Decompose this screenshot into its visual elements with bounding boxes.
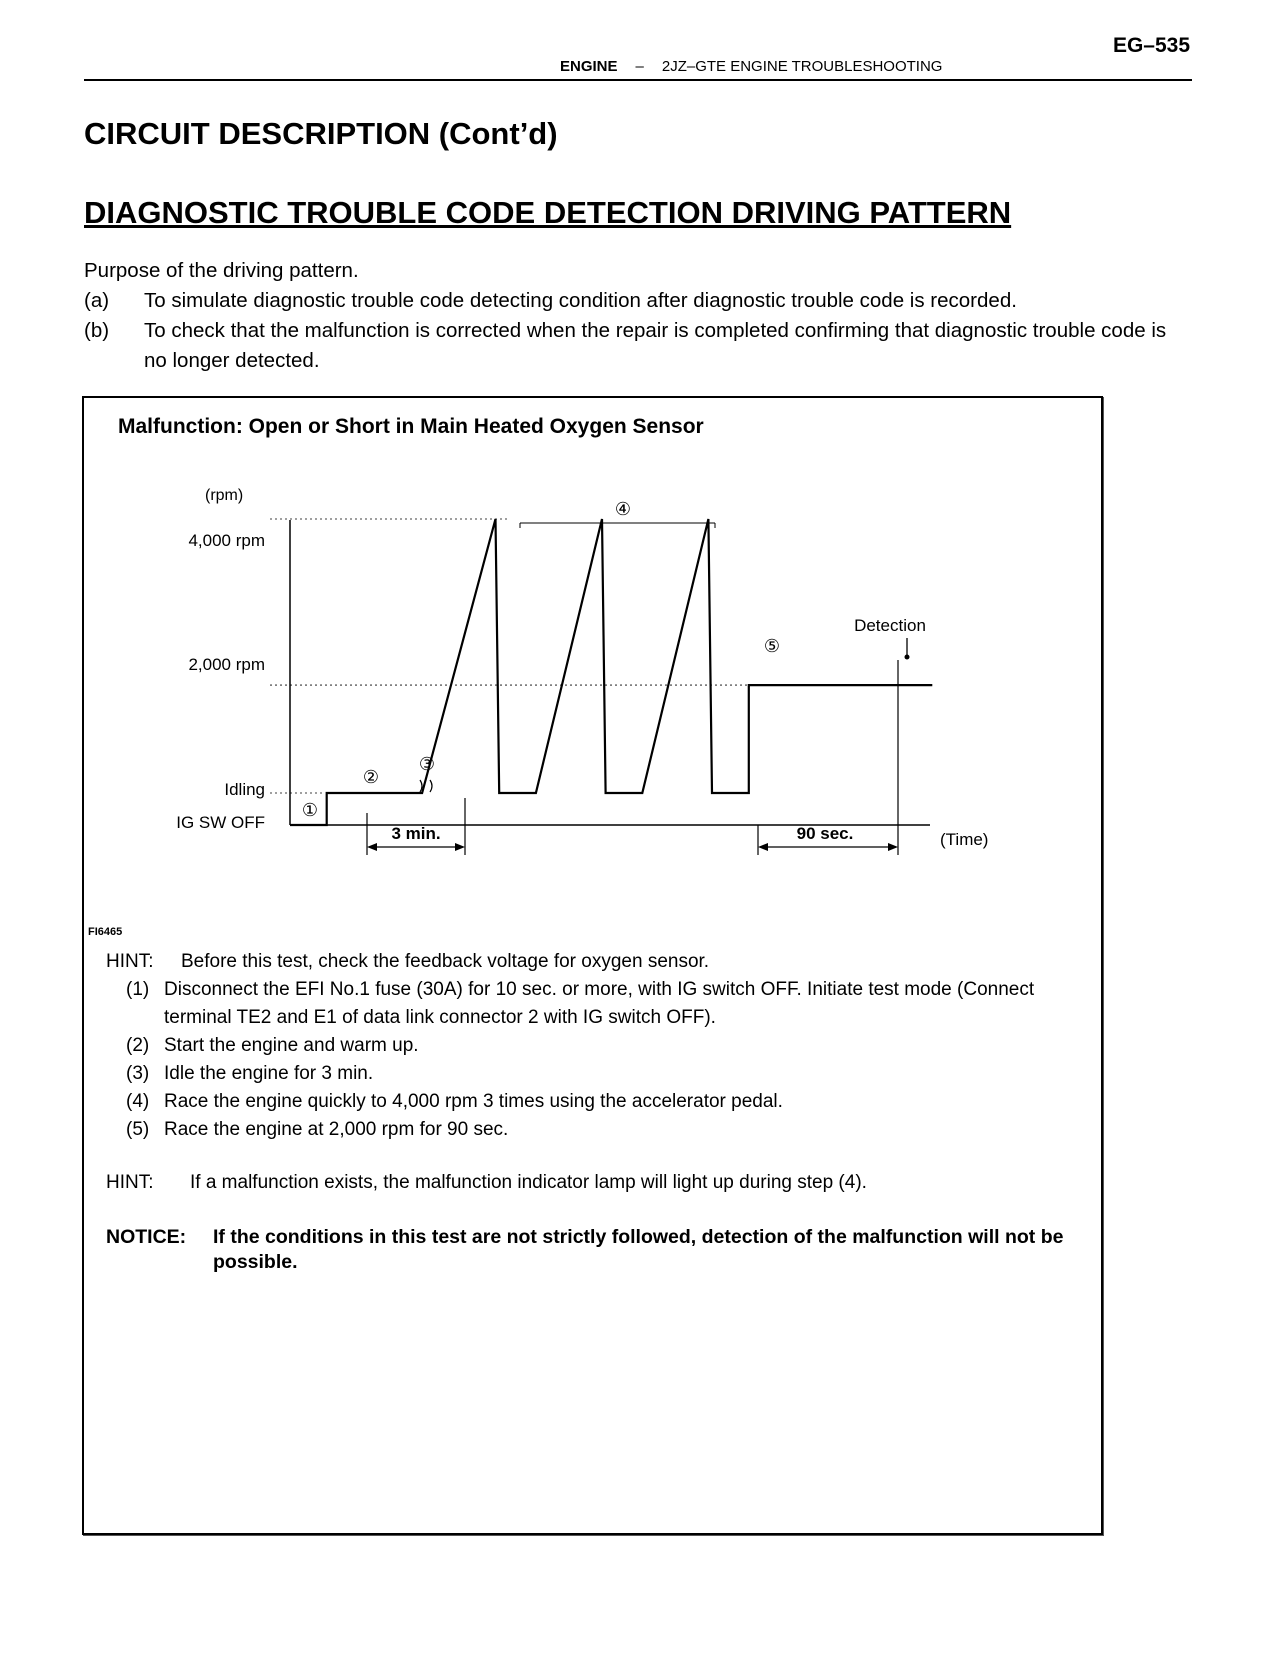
y-level-label: Idling [224, 780, 265, 799]
purpose-item-label: (a) [84, 289, 110, 312]
page-number: EG–535 [1112, 34, 1190, 57]
running-header [560, 58, 942, 75]
notice [106, 1225, 1066, 1275]
driving-pattern-chart [150, 480, 1030, 880]
header-separator: – [635, 58, 644, 75]
detection-label: Detection [854, 616, 926, 635]
purpose-intro: Purpose of the driving pattern. [84, 259, 359, 282]
arrowhead [455, 843, 465, 851]
hint-text: Before this test, check the feedback voltage for oxygen sensor. [181, 951, 710, 972]
hint-label: HINT: [106, 1172, 154, 1193]
step-marker: ⑤ [763, 636, 781, 656]
hint-2 [106, 1169, 867, 1197]
step-marker: ④ [614, 499, 632, 519]
step-marker: ② [362, 767, 380, 787]
arrowhead [758, 843, 768, 851]
detection-point [905, 655, 910, 660]
guide-lines [270, 519, 890, 793]
arrowhead [888, 843, 898, 851]
hint-label: HINT: [106, 951, 154, 972]
y-unit-label: (rpm) [205, 487, 244, 504]
duration-label: 90 sec. [796, 824, 854, 843]
list-item [126, 1088, 1066, 1116]
header-subsection: 2JZ–GTE ENGINE TROUBLESHOOTING [661, 58, 943, 75]
notice-label: NOTICE: [106, 1226, 187, 1248]
purpose-item-label: (b) [84, 319, 110, 342]
purpose-section [84, 256, 1194, 376]
step-number: (5) [126, 1119, 150, 1140]
duration-label: 3 min. [391, 824, 441, 843]
step-list [126, 976, 1066, 1144]
header-rule [84, 79, 1192, 81]
rpm-pattern-line [290, 519, 932, 825]
hint-text: If a malfunction exists, the malfunction indicator lamp will light up during step (4). [190, 1172, 867, 1193]
step-number: (2) [126, 1035, 150, 1056]
step-text: Race the engine quickly to 4,000 rpm 3 times using the accelerator pedal. [164, 1091, 783, 1112]
notice-text: If the conditions in this test are not strictly followed, detection of the malfunction will not be possible. [213, 1226, 1064, 1273]
purpose-item [84, 316, 1194, 376]
pattern-title: DIAGNOSTIC TROUBLE CODE DETECTION DRIVING PATTERN [84, 195, 1012, 230]
malfunction-title: Malfunction: Open or Short in Main Heated Oxygen Sensor [118, 415, 704, 438]
step-number: (3) [126, 1063, 150, 1084]
step-marker: ① [301, 800, 319, 820]
purpose-item-text: To simulate diagnostic trouble code detecting condition after diagnostic trouble code is recorded. [144, 289, 1017, 312]
step-marker: ③ [418, 754, 436, 774]
header-section: ENGINE [560, 58, 618, 75]
list-item [126, 976, 1066, 1032]
figure-id: FI6465 [88, 926, 123, 938]
step-text: Idle the engine for 3 min. [164, 1063, 374, 1084]
list-item [126, 1032, 1066, 1060]
step-text: Disconnect the EFI No.1 fuse (30A) for 10 sec. or more, with IG switch OFF. Initiate test mode (Connect terminal TE2 and E1 of data link connector 2 with IG switch OFF). [164, 979, 1035, 1028]
step-text: Start the engine and warm up. [164, 1035, 419, 1056]
step-text: Race the engine at 2,000 rpm for 90 sec. [164, 1119, 509, 1140]
y-level-label: 2,000 rpm [188, 655, 265, 674]
purpose-item [84, 286, 1194, 316]
y-level-label: 4,000 rpm [188, 531, 265, 550]
x-unit-label: (Time) [940, 830, 989, 849]
step-number: (1) [126, 979, 150, 1000]
step-number: (4) [126, 1091, 150, 1112]
list-item [126, 1060, 1066, 1088]
hint-1 [106, 948, 709, 976]
arrowhead [367, 843, 377, 851]
list-item [126, 1116, 1066, 1144]
purpose-item-text: To check that the malfunction is corrected when the repair is completed confirming that diagnostic trouble code is no longer detected. [144, 319, 1167, 372]
y-level-label: IG SW OFF [176, 813, 265, 832]
section-title: CIRCUIT DESCRIPTION (Cont’d) [84, 116, 558, 151]
